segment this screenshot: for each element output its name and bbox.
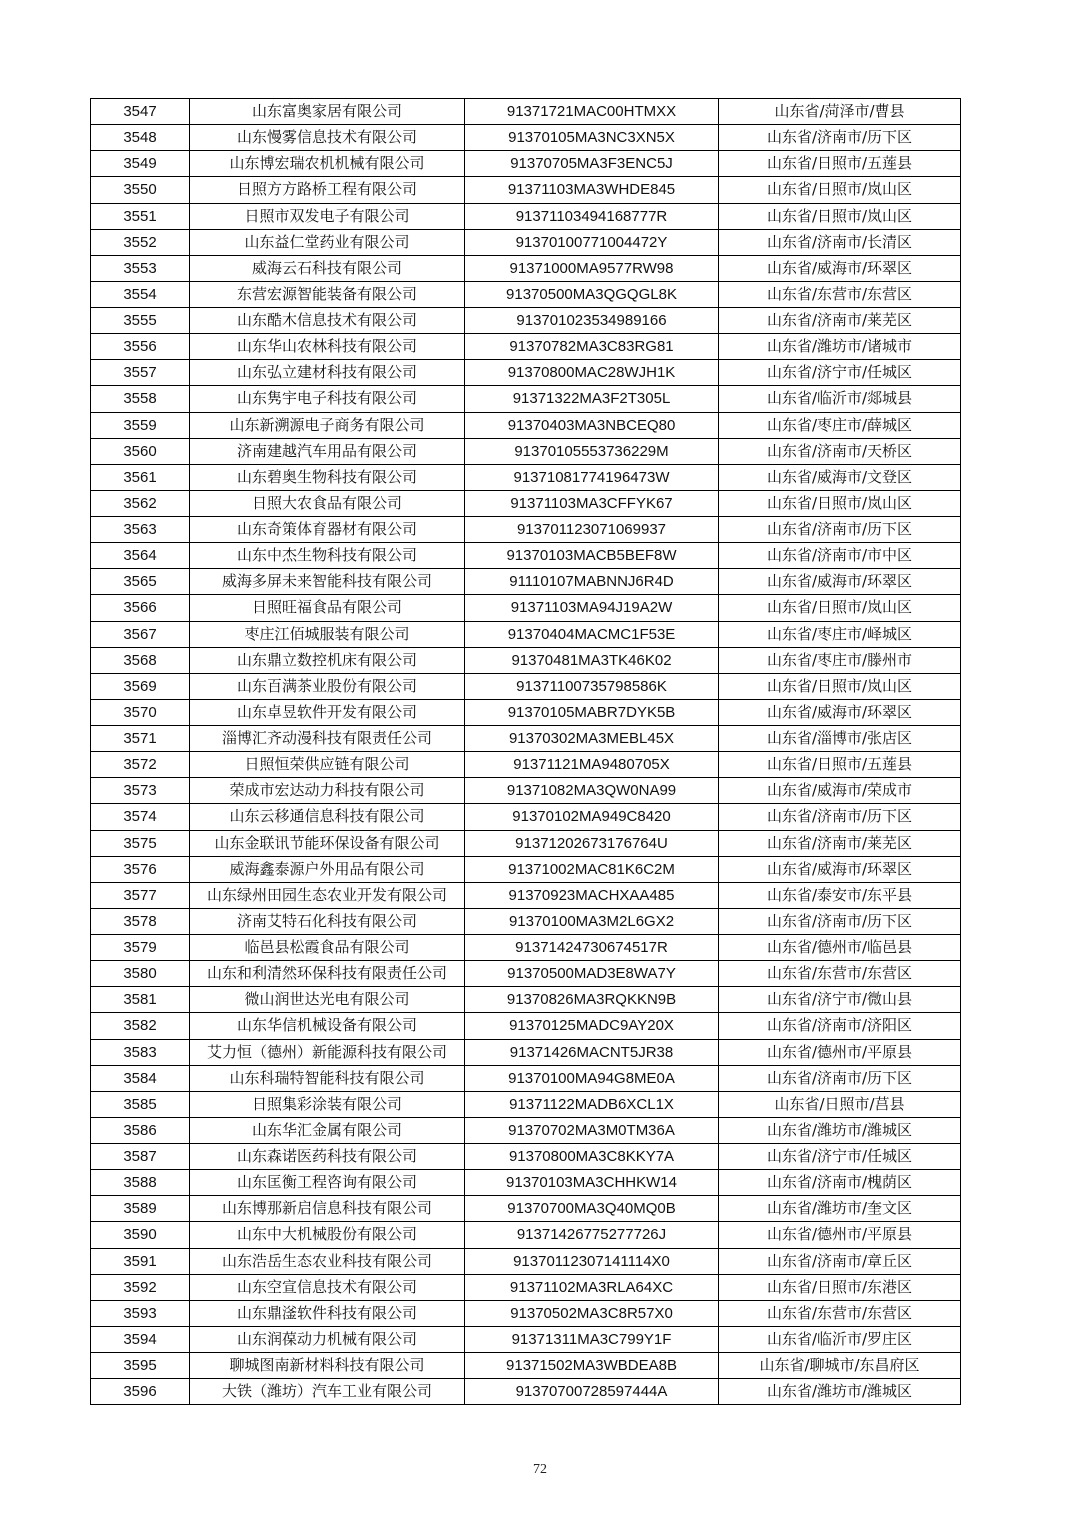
region-cell: 山东省/济宁市/微山县 bbox=[719, 987, 961, 1013]
company-name-cell: 山东隽宇电子科技有限公司 bbox=[190, 386, 465, 412]
row-number-cell: 3576 bbox=[91, 856, 190, 882]
table-row bbox=[91, 360, 961, 386]
company-name-cell: 山东碧奥生物科技有限公司 bbox=[190, 464, 465, 490]
company-name-cell: 山东匡衡工程咨询有限公司 bbox=[190, 1170, 465, 1196]
company-name-cell: 威海鑫泰源户外用品有限公司 bbox=[190, 856, 465, 882]
row-number-cell: 3572 bbox=[91, 752, 190, 778]
table-row bbox=[91, 595, 961, 621]
region-cell: 山东省/枣庄市/峄城区 bbox=[719, 621, 961, 647]
company-name-cell: 山东浩岳生态农业科技有限公司 bbox=[190, 1248, 465, 1274]
company-name-cell: 山东中杰生物科技有限公司 bbox=[190, 543, 465, 569]
credit-code-cell: 91371721MAC00HTMXX bbox=[465, 99, 719, 125]
region-cell: 山东省/日照市/岚山区 bbox=[719, 595, 961, 621]
table-row bbox=[91, 621, 961, 647]
row-number-cell: 3575 bbox=[91, 830, 190, 856]
table-row bbox=[91, 1300, 961, 1326]
row-number-cell: 3555 bbox=[91, 308, 190, 334]
credit-code-cell: 91110107MABNNJ6R4D bbox=[465, 569, 719, 595]
credit-code-cell: 91370782MA3C83RG81 bbox=[465, 334, 719, 360]
row-number-cell: 3563 bbox=[91, 517, 190, 543]
company-name-cell: 山东绿州田园生态农业开发有限公司 bbox=[190, 882, 465, 908]
row-number-cell: 3564 bbox=[91, 543, 190, 569]
credit-code-cell: 91370500MAD3E8WA7Y bbox=[465, 961, 719, 987]
row-number-cell: 3581 bbox=[91, 987, 190, 1013]
company-name-cell: 枣庄江佰城服装有限公司 bbox=[190, 621, 465, 647]
region-cell: 山东省/东营市/东营区 bbox=[719, 961, 961, 987]
credit-code-cell: 91370826MA3RQKKN9B bbox=[465, 987, 719, 1013]
region-cell: 山东省/威海市/环翠区 bbox=[719, 856, 961, 882]
region-cell: 山东省/潍坊市/诸城市 bbox=[719, 334, 961, 360]
row-number-cell: 3567 bbox=[91, 621, 190, 647]
table-row bbox=[91, 177, 961, 203]
company-name-cell: 日照恒荣供应链有限公司 bbox=[190, 752, 465, 778]
row-number-cell: 3590 bbox=[91, 1222, 190, 1248]
region-cell: 山东省/济南市/长清区 bbox=[719, 229, 961, 255]
row-number-cell: 3589 bbox=[91, 1196, 190, 1222]
credit-code-cell: 91370100771004472Y bbox=[465, 229, 719, 255]
company-name-cell: 威海云石科技有限公司 bbox=[190, 255, 465, 281]
company-name-cell: 淄博汇齐动漫科技有限责任公司 bbox=[190, 726, 465, 752]
row-number-cell: 3549 bbox=[91, 151, 190, 177]
table-row bbox=[91, 308, 961, 334]
credit-code-cell: 91371122MADB6XCL1X bbox=[465, 1091, 719, 1117]
row-number-cell: 3569 bbox=[91, 673, 190, 699]
table-body bbox=[91, 99, 961, 1405]
row-number-cell: 3571 bbox=[91, 726, 190, 752]
row-number-cell: 3568 bbox=[91, 647, 190, 673]
credit-code-cell: 91371426775277726J bbox=[465, 1222, 719, 1248]
table-row bbox=[91, 543, 961, 569]
company-name-cell: 日照集彩涂装有限公司 bbox=[190, 1091, 465, 1117]
company-name-cell: 临邑县松霞食品有限公司 bbox=[190, 935, 465, 961]
row-number-cell: 3580 bbox=[91, 961, 190, 987]
company-name-cell: 山东润葆动力机械有限公司 bbox=[190, 1326, 465, 1352]
row-number-cell: 3574 bbox=[91, 804, 190, 830]
table-row bbox=[91, 569, 961, 595]
credit-code-cell: 91370800MA3C8KKY7A bbox=[465, 1144, 719, 1170]
table-row bbox=[91, 255, 961, 281]
row-number-cell: 3553 bbox=[91, 255, 190, 281]
company-name-cell: 山东森诺医药科技有限公司 bbox=[190, 1144, 465, 1170]
company-name-cell: 日照市双发电子有限公司 bbox=[190, 203, 465, 229]
row-number-cell: 3557 bbox=[91, 360, 190, 386]
row-number-cell: 3587 bbox=[91, 1144, 190, 1170]
table-row bbox=[91, 1353, 961, 1379]
table-row bbox=[91, 804, 961, 830]
table-row bbox=[91, 412, 961, 438]
region-cell: 山东省/日照市/五莲县 bbox=[719, 752, 961, 778]
region-cell: 山东省/临沂市/郯城县 bbox=[719, 386, 961, 412]
company-name-cell: 山东酷木信息技术有限公司 bbox=[190, 308, 465, 334]
region-cell: 山东省/济南市/章丘区 bbox=[719, 1248, 961, 1274]
region-cell: 山东省/枣庄市/薛城区 bbox=[719, 412, 961, 438]
company-name-cell: 山东华信机械设备有限公司 bbox=[190, 1013, 465, 1039]
row-number-cell: 3560 bbox=[91, 438, 190, 464]
credit-code-cell: 91370705MA3F3ENC5J bbox=[465, 151, 719, 177]
row-number-cell: 3592 bbox=[91, 1274, 190, 1300]
region-cell: 山东省/东营市/东营区 bbox=[719, 1300, 961, 1326]
credit-code-cell: 91371502MA3WBDEA8B bbox=[465, 1353, 719, 1379]
credit-code-cell: 91371000MA9577RW98 bbox=[465, 255, 719, 281]
company-registry-table bbox=[90, 98, 961, 1405]
row-number-cell: 3559 bbox=[91, 412, 190, 438]
region-cell: 山东省/济南市/槐荫区 bbox=[719, 1170, 961, 1196]
company-name-cell: 山东鼎立数控机床有限公司 bbox=[190, 647, 465, 673]
credit-code-cell: 91370403MA3NBCEQ80 bbox=[465, 412, 719, 438]
row-number-cell: 3550 bbox=[91, 177, 190, 203]
company-name-cell: 山东益仁堂药业有限公司 bbox=[190, 229, 465, 255]
credit-code-cell: 91370481MA3TK46K02 bbox=[465, 647, 719, 673]
row-number-cell: 3588 bbox=[91, 1170, 190, 1196]
company-name-cell: 山东中大机械股份有限公司 bbox=[190, 1222, 465, 1248]
row-number-cell: 3547 bbox=[91, 99, 190, 125]
table-row bbox=[91, 464, 961, 490]
credit-code-cell: 91370800MAC28WJH1K bbox=[465, 360, 719, 386]
region-cell: 山东省/济南市/济阳区 bbox=[719, 1013, 961, 1039]
row-number-cell: 3582 bbox=[91, 1013, 190, 1039]
region-cell: 山东省/临沂市/罗庄区 bbox=[719, 1326, 961, 1352]
row-number-cell: 3593 bbox=[91, 1300, 190, 1326]
company-name-cell: 山东弘立建材科技有限公司 bbox=[190, 360, 465, 386]
table-row bbox=[91, 726, 961, 752]
credit-code-cell: 91370102MA949C8420 bbox=[465, 804, 719, 830]
row-number-cell: 3585 bbox=[91, 1091, 190, 1117]
row-number-cell: 3548 bbox=[91, 125, 190, 151]
credit-code-cell: 91371082MA3QW0NA99 bbox=[465, 778, 719, 804]
row-number-cell: 3556 bbox=[91, 334, 190, 360]
credit-code-cell: 91371202673176764U bbox=[465, 830, 719, 856]
region-cell: 山东省/东营市/东营区 bbox=[719, 281, 961, 307]
company-name-cell: 威海多屏未来智能科技有限公司 bbox=[190, 569, 465, 595]
region-cell: 山东省/威海市/环翠区 bbox=[719, 569, 961, 595]
region-cell: 山东省/泰安市/东平县 bbox=[719, 882, 961, 908]
company-name-cell: 济南建越汽车用品有限公司 bbox=[190, 438, 465, 464]
table-row bbox=[91, 151, 961, 177]
row-number-cell: 3586 bbox=[91, 1117, 190, 1143]
company-name-cell: 荣成市宏达动力科技有限公司 bbox=[190, 778, 465, 804]
row-number-cell: 3578 bbox=[91, 908, 190, 934]
table-row bbox=[91, 1274, 961, 1300]
table-row bbox=[91, 987, 961, 1013]
table-row bbox=[91, 99, 961, 125]
row-number-cell: 3554 bbox=[91, 281, 190, 307]
credit-code-cell: 91370302MA3MEBL45X bbox=[465, 726, 719, 752]
company-name-cell: 山东金联讯节能环保设备有限公司 bbox=[190, 830, 465, 856]
table-row bbox=[91, 517, 961, 543]
table-row bbox=[91, 1013, 961, 1039]
credit-code-cell: 91370700MA3Q40MQ0B bbox=[465, 1196, 719, 1222]
company-name-cell: 山东华汇金属有限公司 bbox=[190, 1117, 465, 1143]
company-name-cell: 山东富奥家居有限公司 bbox=[190, 99, 465, 125]
table-row bbox=[91, 1196, 961, 1222]
table-row bbox=[91, 1248, 961, 1274]
credit-code-cell: 91371424730674517R bbox=[465, 935, 719, 961]
company-name-cell: 山东鼎滏软件科技有限公司 bbox=[190, 1300, 465, 1326]
table-row bbox=[91, 1326, 961, 1352]
credit-code-cell: 91370105553736229M bbox=[465, 438, 719, 464]
row-number-cell: 3595 bbox=[91, 1353, 190, 1379]
table-row bbox=[91, 908, 961, 934]
table-row bbox=[91, 490, 961, 516]
region-cell: 山东省/济南市/历下区 bbox=[719, 125, 961, 151]
row-number-cell: 3570 bbox=[91, 699, 190, 725]
company-name-cell: 艾力恒（德州）新能源科技有限公司 bbox=[190, 1039, 465, 1065]
company-name-cell: 山东云移通信息科技有限公司 bbox=[190, 804, 465, 830]
credit-code-cell: 913701023534989166 bbox=[465, 308, 719, 334]
region-cell: 山东省/聊城市/东昌府区 bbox=[719, 1353, 961, 1379]
credit-code-cell: 91371426MACNT5JR38 bbox=[465, 1039, 719, 1065]
table-row bbox=[91, 961, 961, 987]
region-cell: 山东省/济南市/历下区 bbox=[719, 908, 961, 934]
row-number-cell: 3584 bbox=[91, 1065, 190, 1091]
table-row bbox=[91, 1117, 961, 1143]
row-number-cell: 3558 bbox=[91, 386, 190, 412]
row-number-cell: 3596 bbox=[91, 1379, 190, 1405]
row-number-cell: 3552 bbox=[91, 229, 190, 255]
table-row bbox=[91, 1379, 961, 1405]
credit-code-cell: 91370105MABR7DYK5B bbox=[465, 699, 719, 725]
region-cell: 山东省/济南市/历下区 bbox=[719, 517, 961, 543]
table-row bbox=[91, 778, 961, 804]
company-name-cell: 山东华山农林科技有限公司 bbox=[190, 334, 465, 360]
credit-code-cell: 91371102MA3RLA64XC bbox=[465, 1274, 719, 1300]
row-number-cell: 3583 bbox=[91, 1039, 190, 1065]
table-row bbox=[91, 334, 961, 360]
company-name-cell: 微山润世达光电有限公司 bbox=[190, 987, 465, 1013]
credit-code-cell: 91371081774196473W bbox=[465, 464, 719, 490]
credit-code-cell: 91371311MA3C799Y1F bbox=[465, 1326, 719, 1352]
table-row bbox=[91, 1065, 961, 1091]
company-name-cell: 济南艾特石化科技有限公司 bbox=[190, 908, 465, 934]
region-cell: 山东省/济宁市/任城区 bbox=[719, 1144, 961, 1170]
region-cell: 山东省/菏泽市/曹县 bbox=[719, 99, 961, 125]
region-cell: 山东省/威海市/环翠区 bbox=[719, 255, 961, 281]
credit-code-cell: 91370404MACMC1F53E bbox=[465, 621, 719, 647]
company-name-cell: 山东新溯源电子商务有限公司 bbox=[190, 412, 465, 438]
region-cell: 山东省/淄博市/张店区 bbox=[719, 726, 961, 752]
company-name-cell: 大铁（潍坊）汽车工业有限公司 bbox=[190, 1379, 465, 1405]
company-name-cell: 日照大农食品有限公司 bbox=[190, 490, 465, 516]
table-row bbox=[91, 1091, 961, 1117]
table-row bbox=[91, 647, 961, 673]
row-number-cell: 3562 bbox=[91, 490, 190, 516]
company-name-cell: 山东博宏瑞农机机械有限公司 bbox=[190, 151, 465, 177]
region-cell: 山东省/济南市/市中区 bbox=[719, 543, 961, 569]
row-number-cell: 3561 bbox=[91, 464, 190, 490]
region-cell: 山东省/德州市/临邑县 bbox=[719, 935, 961, 961]
company-name-cell: 日照旺福食品有限公司 bbox=[190, 595, 465, 621]
credit-code-cell: 91371103MA3WHDE845 bbox=[465, 177, 719, 203]
table-row bbox=[91, 882, 961, 908]
table-row bbox=[91, 1039, 961, 1065]
credit-code-cell: 91371322MA3F2T305L bbox=[465, 386, 719, 412]
region-cell: 山东省/日照市/岚山区 bbox=[719, 490, 961, 516]
company-name-cell: 东营宏源智能装备有限公司 bbox=[190, 281, 465, 307]
region-cell: 山东省/济南市/天桥区 bbox=[719, 438, 961, 464]
region-cell: 山东省/威海市/环翠区 bbox=[719, 699, 961, 725]
table-row bbox=[91, 1144, 961, 1170]
region-cell: 山东省/潍坊市/潍城区 bbox=[719, 1117, 961, 1143]
region-cell: 山东省/威海市/荣成市 bbox=[719, 778, 961, 804]
credit-code-cell: 91370112307141114X0 bbox=[465, 1248, 719, 1274]
company-name-cell: 山东慢雾信息技术有限公司 bbox=[190, 125, 465, 151]
region-cell: 山东省/日照市/岚山区 bbox=[719, 673, 961, 699]
table-row bbox=[91, 1222, 961, 1248]
row-number-cell: 3591 bbox=[91, 1248, 190, 1274]
credit-code-cell: 91370125MADC9AY20X bbox=[465, 1013, 719, 1039]
company-name-cell: 山东博那新启信息科技有限公司 bbox=[190, 1196, 465, 1222]
region-cell: 山东省/威海市/文登区 bbox=[719, 464, 961, 490]
table-row bbox=[91, 203, 961, 229]
credit-code-cell: 91370105MA3NC3XN5X bbox=[465, 125, 719, 151]
credit-code-cell: 91370100MA94G8ME0A bbox=[465, 1065, 719, 1091]
table-row bbox=[91, 752, 961, 778]
credit-code-cell: 91370100MA3M2L6GX2 bbox=[465, 908, 719, 934]
credit-code-cell: 91371002MAC81K6C2M bbox=[465, 856, 719, 882]
region-cell: 山东省/济南市/莱芜区 bbox=[719, 830, 961, 856]
page-number: 72 bbox=[533, 1462, 547, 1477]
region-cell: 山东省/济宁市/任城区 bbox=[719, 360, 961, 386]
table-row bbox=[91, 699, 961, 725]
row-number-cell: 3551 bbox=[91, 203, 190, 229]
company-name-cell: 聊城图南新材料科技有限公司 bbox=[190, 1353, 465, 1379]
region-cell: 山东省/德州市/平原县 bbox=[719, 1222, 961, 1248]
credit-code-cell: 91371103494168777R bbox=[465, 203, 719, 229]
region-cell: 山东省/日照市/莒县 bbox=[719, 1091, 961, 1117]
credit-code-cell: 91370700728597444A bbox=[465, 1379, 719, 1405]
company-name-cell: 山东卓昱软件开发有限公司 bbox=[190, 699, 465, 725]
credit-code-cell: 91370502MA3C8R57X0 bbox=[465, 1300, 719, 1326]
row-number-cell: 3577 bbox=[91, 882, 190, 908]
region-cell: 山东省/济南市/历下区 bbox=[719, 1065, 961, 1091]
table-row bbox=[91, 935, 961, 961]
company-name-cell: 山东空宣信息技术有限公司 bbox=[190, 1274, 465, 1300]
table-row bbox=[91, 830, 961, 856]
credit-code-cell: 91371103MA94J19A2W bbox=[465, 595, 719, 621]
region-cell: 山东省/济南市/历下区 bbox=[719, 804, 961, 830]
credit-code-cell: 91370103MACB5BEF8W bbox=[465, 543, 719, 569]
row-number-cell: 3594 bbox=[91, 1326, 190, 1352]
row-number-cell: 3579 bbox=[91, 935, 190, 961]
credit-code-cell: 91370923MACHXAA485 bbox=[465, 882, 719, 908]
region-cell: 山东省/德州市/平原县 bbox=[719, 1039, 961, 1065]
table-row bbox=[91, 438, 961, 464]
credit-code-cell: 91370702MA3M0TM36A bbox=[465, 1117, 719, 1143]
region-cell: 山东省/日照市/岚山区 bbox=[719, 177, 961, 203]
region-cell: 山东省/潍坊市/潍城区 bbox=[719, 1379, 961, 1405]
region-cell: 山东省/枣庄市/滕州市 bbox=[719, 647, 961, 673]
credit-code-cell: 91370103MA3CHHKW14 bbox=[465, 1170, 719, 1196]
company-name-cell: 山东科瑞特智能科技有限公司 bbox=[190, 1065, 465, 1091]
table-row bbox=[91, 1170, 961, 1196]
credit-code-cell: 91371121MA9480705X bbox=[465, 752, 719, 778]
company-name-cell: 山东和利清然环保科技有限责任公司 bbox=[190, 961, 465, 987]
region-cell: 山东省/日照市/五莲县 bbox=[719, 151, 961, 177]
company-name-cell: 山东百满茶业股份有限公司 bbox=[190, 673, 465, 699]
region-cell: 山东省/日照市/东港区 bbox=[719, 1274, 961, 1300]
table-row bbox=[91, 673, 961, 699]
table-row bbox=[91, 281, 961, 307]
company-name-cell: 山东奇策体育器材有限公司 bbox=[190, 517, 465, 543]
credit-code-cell: 913701123071069937 bbox=[465, 517, 719, 543]
row-number-cell: 3566 bbox=[91, 595, 190, 621]
company-name-cell: 日照方方路桥工程有限公司 bbox=[190, 177, 465, 203]
table-row bbox=[91, 125, 961, 151]
region-cell: 山东省/潍坊市/奎文区 bbox=[719, 1196, 961, 1222]
row-number-cell: 3573 bbox=[91, 778, 190, 804]
credit-code-cell: 91371100735798586K bbox=[465, 673, 719, 699]
table-row bbox=[91, 386, 961, 412]
region-cell: 山东省/日照市/岚山区 bbox=[719, 203, 961, 229]
credit-code-cell: 91371103MA3CFFYK67 bbox=[465, 490, 719, 516]
region-cell: 山东省/济南市/莱芜区 bbox=[719, 308, 961, 334]
table-row bbox=[91, 856, 961, 882]
credit-code-cell: 91370500MA3QGQGL8K bbox=[465, 281, 719, 307]
row-number-cell: 3565 bbox=[91, 569, 190, 595]
table-row bbox=[91, 229, 961, 255]
